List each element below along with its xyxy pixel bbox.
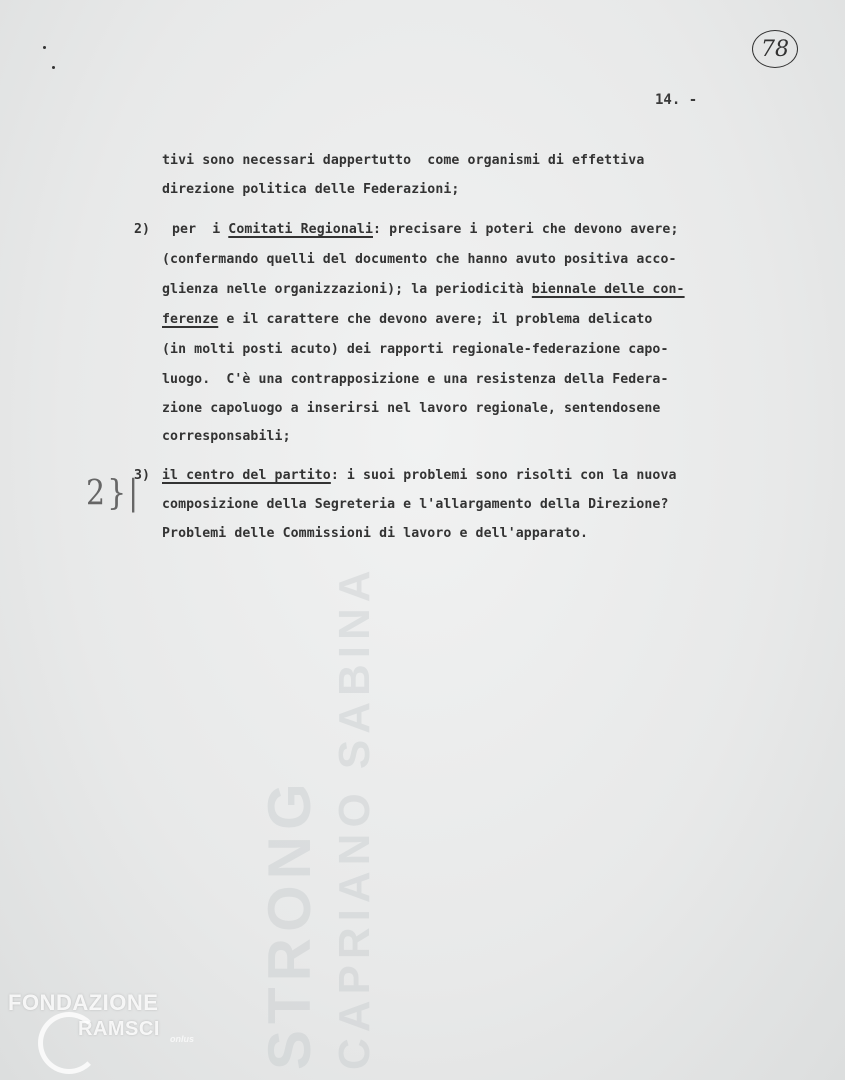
text-line: Problemi delle Commissioni di lavoro e dell'apparato. xyxy=(162,526,589,541)
page-number: 14. - xyxy=(655,92,698,108)
archive-number-stamp xyxy=(752,30,798,68)
logo-g-icon xyxy=(38,1012,100,1074)
text-line: zione capoluogo a inserirsi nel lavoro regionale, sentendosene xyxy=(162,401,661,416)
underlined-term: il centro del partito xyxy=(162,468,331,483)
text-line xyxy=(162,467,677,485)
text-segment: : i suoi problemi sono risolti con la nuova xyxy=(330,468,677,483)
logo-line-2: RAMSCI xyxy=(78,1018,160,1040)
text-segment: e il carattere che devono avere; il problema delicato xyxy=(218,312,653,327)
stray-mark-dot xyxy=(43,46,46,49)
text-line xyxy=(172,221,679,239)
text-line: (in molti posti acuto) dei rapporti regionale-federazione capo- xyxy=(162,342,669,357)
foundation-logo xyxy=(8,990,194,1044)
logo-line-1: FONDAZIONE xyxy=(8,990,159,1015)
handwritten-margin-note: 2}| xyxy=(86,473,141,514)
text-line: corresponsabili; xyxy=(162,429,291,444)
text-segment: per i xyxy=(172,222,229,237)
text-segment: : precisare i poteri che devono avere; xyxy=(373,222,679,237)
list-item-number: 2) xyxy=(134,222,151,237)
text-line xyxy=(162,281,685,299)
underlined-term: ferenze xyxy=(162,312,219,327)
watermark-text-2: CAPRIANO SABINA xyxy=(330,564,379,1070)
text-line: direzione politica delle Federazioni; xyxy=(162,182,460,197)
logo-subtitle: onlus xyxy=(170,1034,194,1044)
text-line: composizione della Segreteria e l'allargamento della Direzione? xyxy=(162,497,669,512)
text-line: luogo. C'è una contrapposizione e una resistenza della Federa- xyxy=(162,372,669,387)
text-line: tivi sono necessari dappertutto come organismi di effettiva xyxy=(162,153,645,168)
text-segment: glienza nelle organizzazioni); la periodicità xyxy=(162,282,532,297)
stray-mark-dot xyxy=(52,66,55,69)
archive-number: 78 xyxy=(761,36,789,62)
text-line xyxy=(162,311,652,329)
watermark-text-1: STRONG xyxy=(256,777,323,1070)
list-item-number: 3) xyxy=(134,468,151,483)
text-line: (confermando quelli del documento che hanno avuto positiva acco- xyxy=(162,252,677,267)
underlined-term: Comitati Regionali xyxy=(228,222,373,237)
underlined-term: biennale delle con- xyxy=(531,282,685,297)
